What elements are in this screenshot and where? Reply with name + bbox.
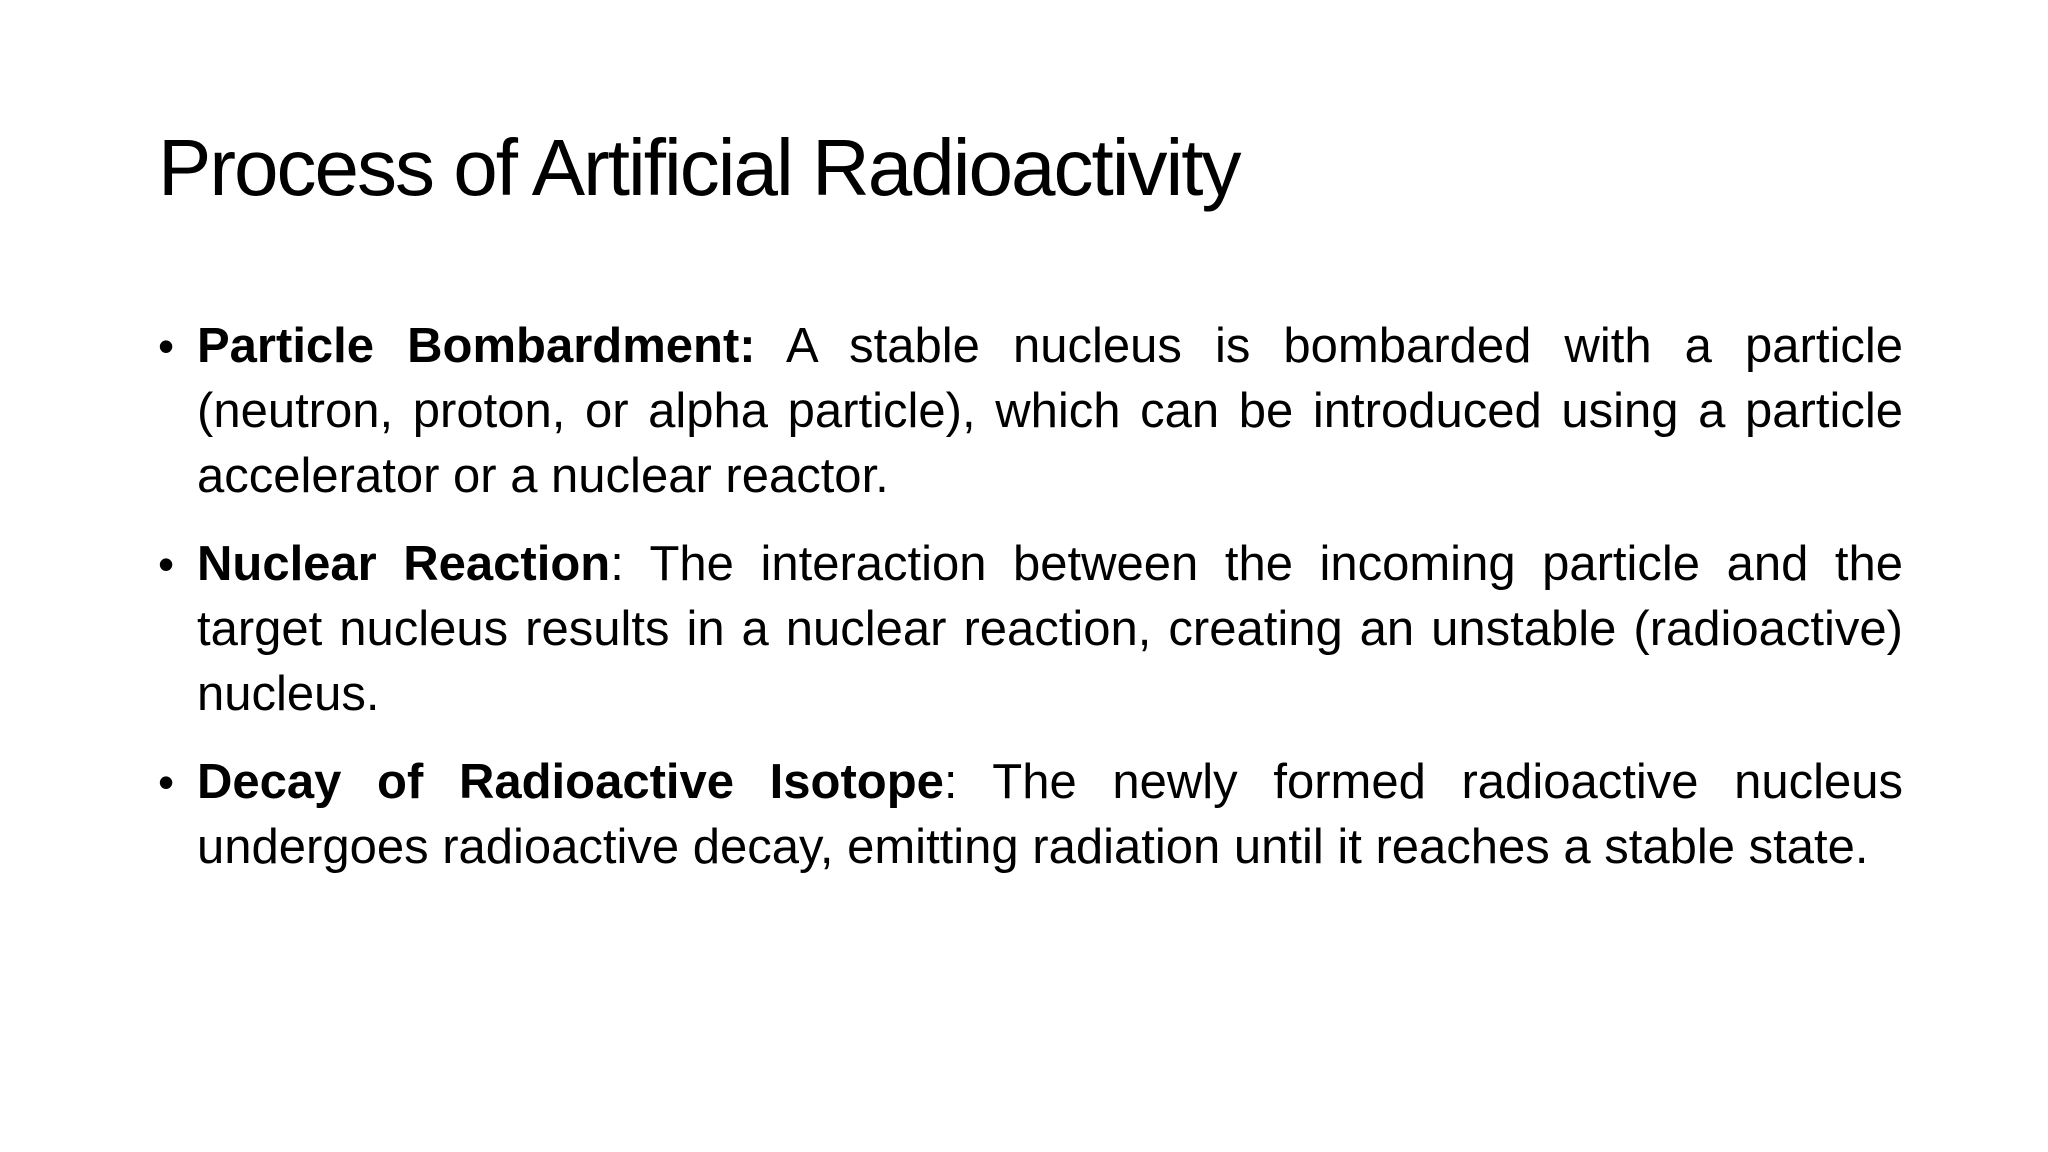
bullet-term: Decay of Radioactive Isotope [197,755,944,809]
bullet-term: Nuclear Reaction [197,537,611,591]
bullet-separator: : [610,537,624,591]
bullet-text: The interaction between the incoming particle and the target nucleus results in a nuclear reaction, creating an unstable (radioactive) nucleus. [197,537,1903,721]
bullet-icon: • [158,320,175,372]
bullet-term: Particle Bombardment: [197,319,756,373]
bullet-item-nuclear-reaction [158,532,1903,727]
bullet-list [158,314,1903,903]
bullet-separator: : [943,755,958,809]
bullet-text: The newly formed radioactive nucleus undergoes radioactive decay, emitting radiation until it reaches a stable state. [197,755,1904,874]
bullet-item-particle-bombardment [158,314,1903,509]
slide-title: Process of Artificial Radioactivity [158,123,1240,212]
bullet-icon: • [158,756,175,808]
bullet-text: A stable nucleus is bombarded with a particle (neutron, proton, or alpha particle), which can be introduced using a particle accelerator or a nuclear reactor. [197,319,1903,503]
bullet-item-decay-of-radioactive-isotope [158,750,1903,880]
bullet-icon: • [158,538,175,590]
